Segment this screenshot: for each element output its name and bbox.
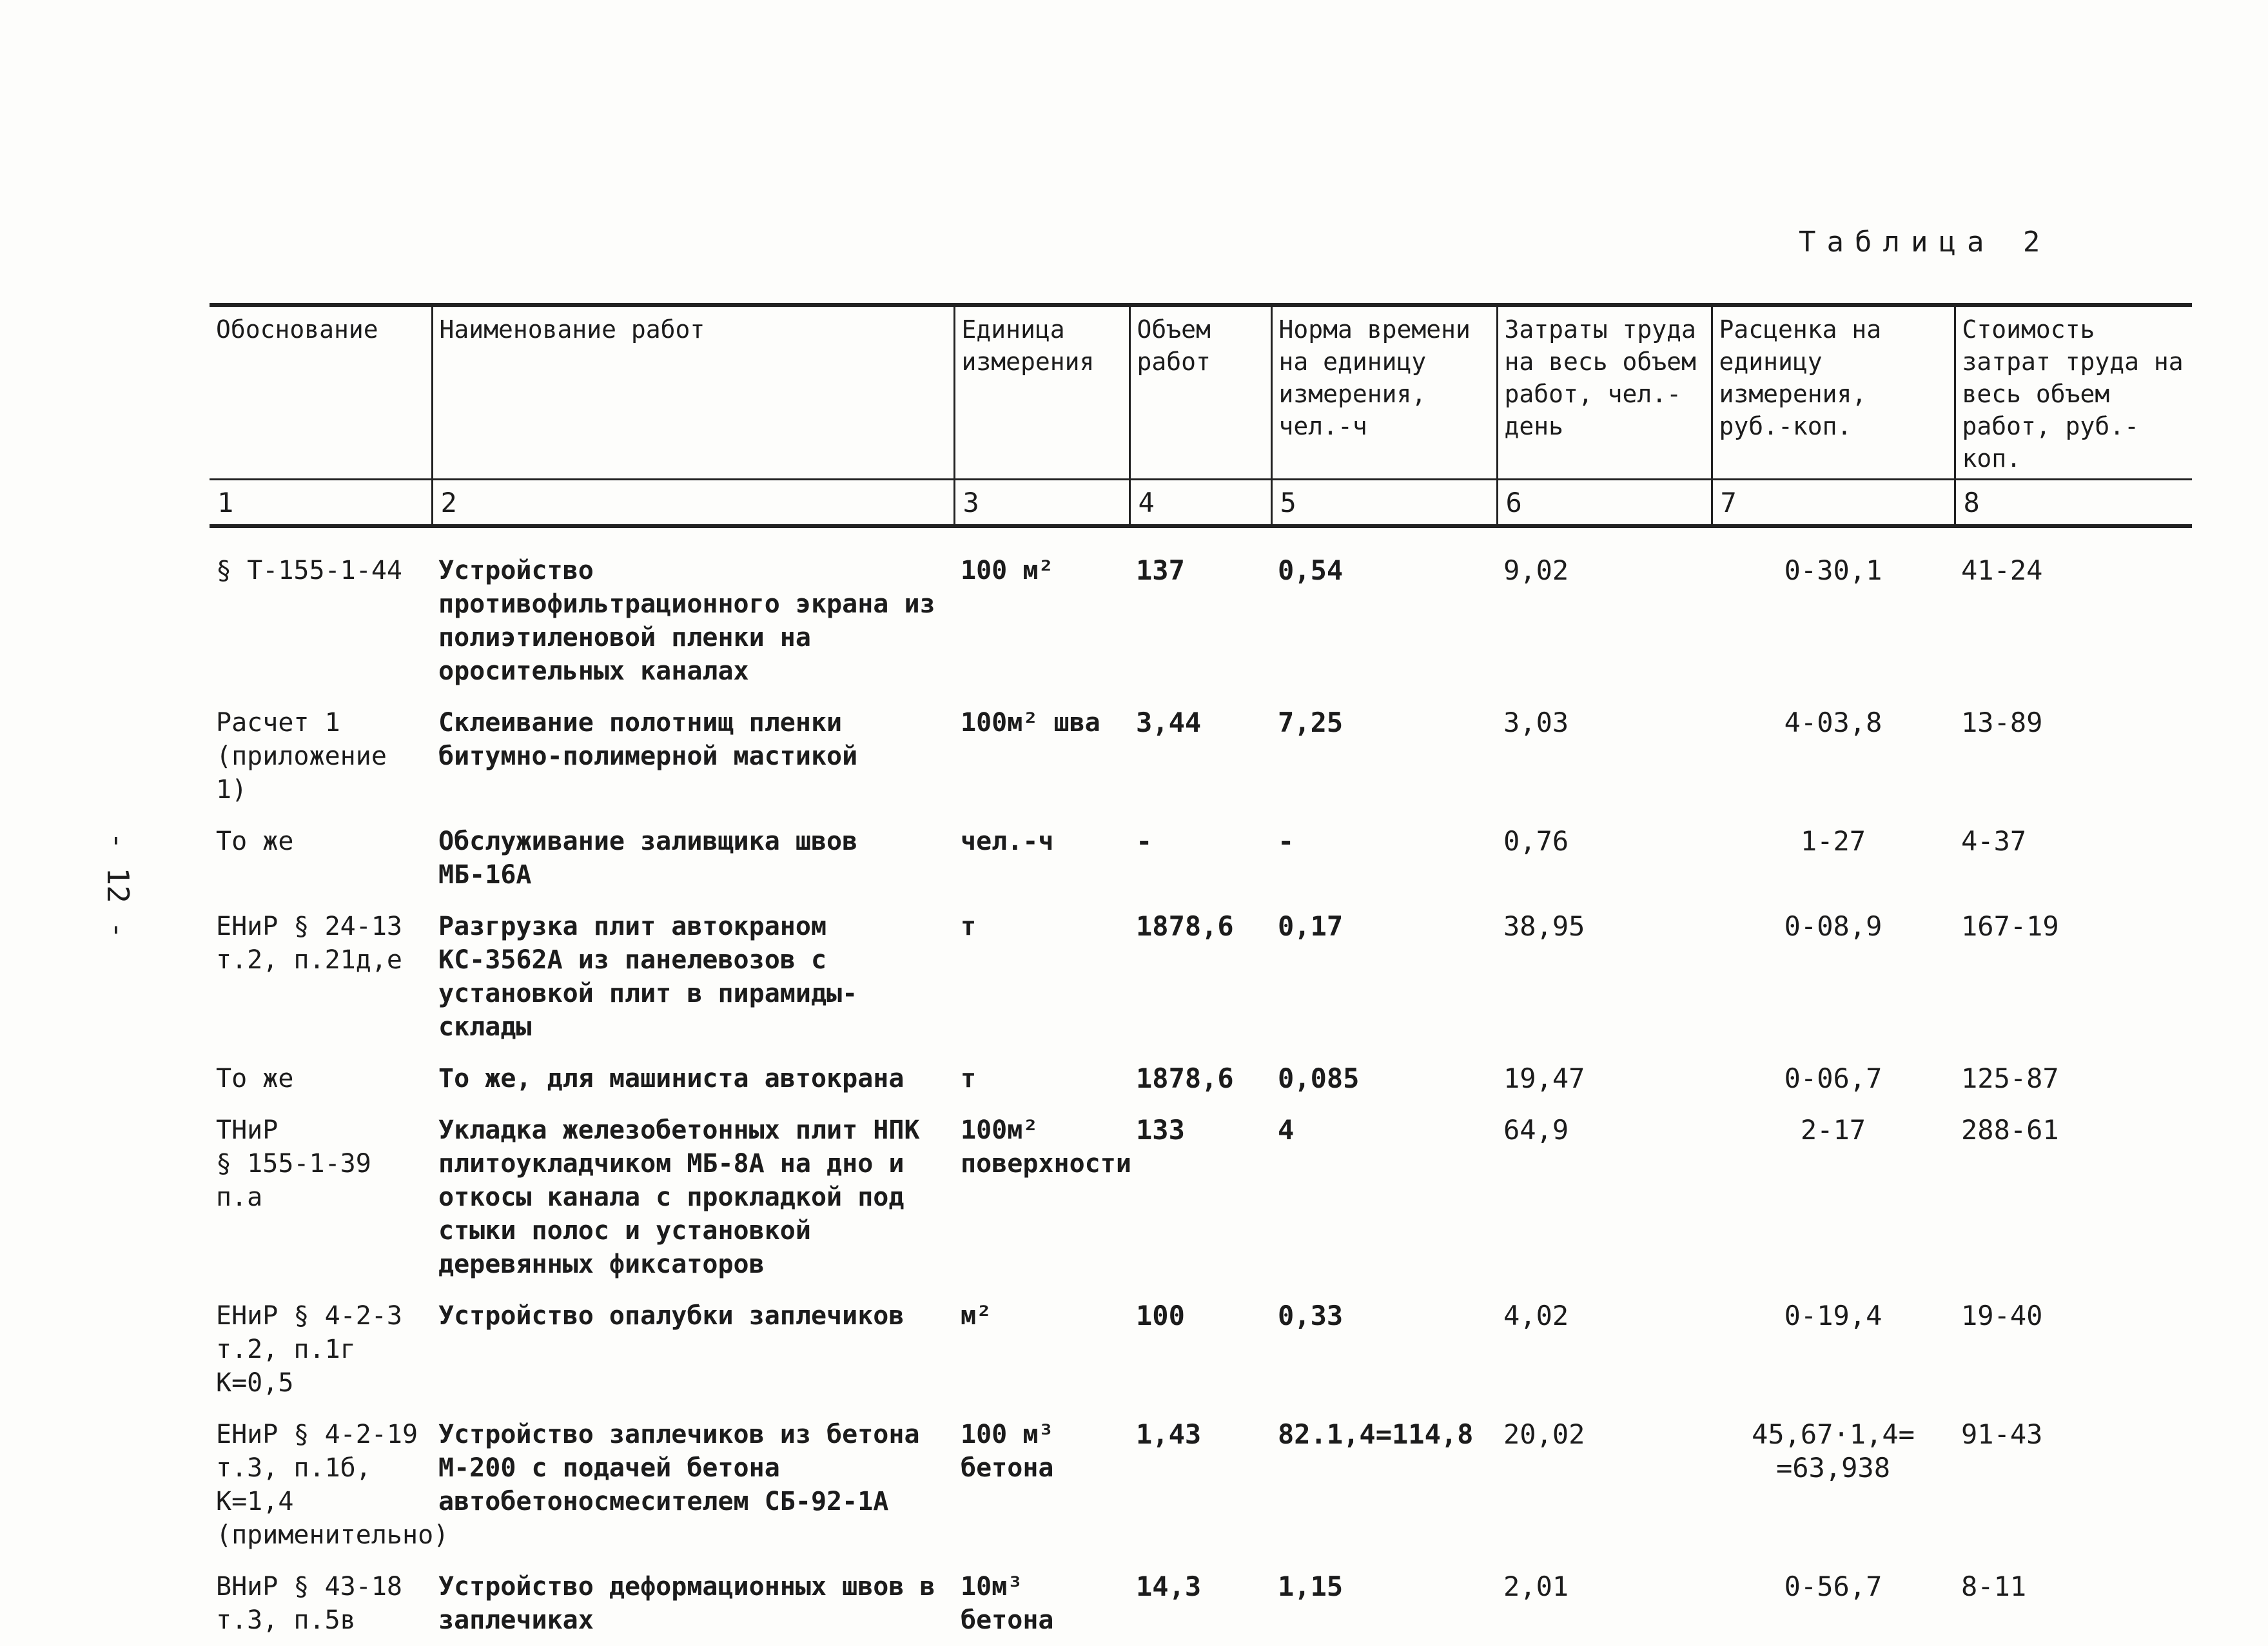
cell-unit: 100м² шва — [961, 708, 1100, 738]
column-number: 6 — [1497, 480, 1712, 527]
cell-work-name: Устройство противофильтрационного экрана из полиэтиленовой пленки на оросительных каналах — [438, 556, 935, 686]
header-unit-price: Расценка на единицу измерения, руб.-коп. — [1712, 305, 1955, 480]
cell-labor-cost: 2,01 — [1503, 1571, 1569, 1602]
column-number: 7 — [1712, 480, 1955, 527]
table-header-row — [210, 305, 2192, 480]
cell-volume: 100 — [1136, 1300, 1185, 1331]
column-number: 1 — [210, 480, 432, 527]
cell-work-name: Обслуживание заливщика швов МБ-16А — [438, 827, 858, 890]
cell-basis: Расчет 1 (приложение 1) — [216, 708, 387, 805]
cell-labor-cost: 38,95 — [1503, 910, 1585, 942]
cell-volume: 14,3 — [1136, 1571, 1202, 1602]
cell-total-cost: 125-87 — [1961, 1063, 2059, 1094]
header-labor-cost: Затраты труда на весь объем работ, чел.-день — [1497, 305, 1712, 480]
cell-basis: То же — [216, 1064, 294, 1093]
cell-unit-price: 0-06,7 — [1784, 1063, 1882, 1094]
cell-total-cost: 8-11 — [1961, 1571, 2027, 1602]
cell-time-norm: 0,54 — [1278, 554, 1344, 586]
work-cost-table — [210, 303, 2192, 1646]
cell-work-name: Устройство опалубки заплечиков — [438, 1301, 904, 1331]
cell-time-norm: 7,25 — [1278, 707, 1344, 738]
cell-volume: 137 — [1136, 554, 1185, 586]
cell-work-name: Укладка железобетонных плит НПК плитоукладчиком МБ-8А на дно и откосы канала с прокладкой под стыки полос и установкой деревянных фиксаторов — [438, 1115, 920, 1279]
cell-unit-price: 2-17 — [1800, 1114, 1866, 1146]
cell-total-cost: 41-24 — [1961, 554, 2043, 586]
table-row — [210, 1053, 2192, 1104]
cell-volume: 1878,6 — [1136, 910, 1234, 942]
cell-unit-price: 0-19,4 — [1784, 1300, 1882, 1331]
table-row — [210, 901, 2192, 1053]
cell-work-name: Склеивание полотнищ пленки битумно-полимерной мастикой — [438, 708, 858, 771]
cell-unit-price: 0-08,9 — [1784, 910, 1882, 942]
cell-total-cost: 19-40 — [1961, 1300, 2043, 1331]
cell-time-norm: 82.1,4=114,8 — [1278, 1418, 1474, 1450]
cell-total-cost: 91-43 — [1961, 1418, 2043, 1450]
cell-labor-cost: 0,76 — [1503, 825, 1569, 857]
cell-unit: 100 м³ бетона — [961, 1420, 1054, 1483]
cell-work-name: Разгрузка плит автокраном КС-3562А из панелевозов с установкой плит в пирамиды-склады — [438, 912, 858, 1042]
cell-work-name: То же, для машиниста автокрана — [438, 1064, 904, 1093]
cell-time-norm: - — [1278, 825, 1295, 857]
cell-volume: 1878,6 — [1136, 1063, 1234, 1094]
cell-volume: 133 — [1136, 1114, 1185, 1146]
column-number-row — [210, 480, 2192, 527]
page-number: - 12 - — [101, 832, 135, 939]
cell-volume: 3,44 — [1136, 707, 1202, 738]
table-row — [210, 816, 2192, 901]
header-total-cost: Стоимость затрат труда на весь объем работ, руб.-коп. — [1955, 305, 2192, 480]
column-number: 2 — [432, 480, 954, 527]
header-basis: Обоснование — [210, 305, 432, 480]
table-row — [210, 526, 2192, 697]
header-unit: Единица измерения — [954, 305, 1129, 480]
cell-unit: 10м³ бетона — [961, 1572, 1054, 1635]
cell-total-cost: 167-19 — [1961, 910, 2059, 942]
cell-basis: ЕНиР § 4-2-19 т.3, п.1б, К=1,4 (применительно) — [216, 1420, 449, 1550]
cell-unit-price: 1-27 — [1800, 825, 1866, 857]
cell-unit-price: 4-03,8 — [1784, 707, 1882, 738]
cell-unit-price: 0-30,1 — [1784, 554, 1882, 586]
cell-total-cost: 4-37 — [1961, 825, 2027, 857]
cell-labor-cost: 4,02 — [1503, 1300, 1569, 1331]
cell-time-norm: 0,17 — [1278, 910, 1344, 942]
cell-time-norm: 0,33 — [1278, 1300, 1344, 1331]
column-number: 3 — [954, 480, 1129, 527]
cell-basis: ТНиР § 155-1-39 п.а — [216, 1115, 371, 1212]
cell-labor-cost: 3,03 — [1503, 707, 1569, 738]
header-volume: Объем работ — [1129, 305, 1271, 480]
cell-volume: - — [1136, 825, 1153, 857]
cell-work-name: Устройство деформационных швов в заплечиках — [438, 1572, 935, 1635]
cell-total-cost: 288-61 — [1961, 1114, 2059, 1146]
cell-unit: 100 м² — [961, 556, 1054, 585]
cell-unit: т — [961, 1064, 977, 1093]
cell-basis: ЕНиР § 24-13 т.2, п.21д,е — [216, 912, 402, 975]
cell-unit: т — [961, 912, 977, 941]
cell-unit: м² — [961, 1301, 992, 1331]
cell-unit-price: 0-56,7 — [1784, 1571, 1882, 1602]
table-title: Таблица 2 — [1799, 226, 2051, 259]
table-row — [210, 697, 2192, 816]
cell-labor-cost: 20,02 — [1503, 1418, 1585, 1450]
table-row — [210, 1409, 2192, 1561]
cell-time-norm: 1,15 — [1278, 1571, 1344, 1602]
table-row — [210, 1561, 2192, 1646]
cell-work-name: Устройство заплечиков из бетона М-200 с подачей бетона автобетоносмесителем СБ-92-1А — [438, 1420, 920, 1516]
table-row — [210, 1290, 2192, 1409]
header-time-norm: Норма времени на единицу измерения, чел.-ч — [1271, 305, 1497, 480]
cell-time-norm: 0,085 — [1278, 1063, 1360, 1094]
column-number: 8 — [1955, 480, 2192, 527]
cell-basis: § Т-155-1-44 — [216, 556, 402, 585]
column-number: 4 — [1129, 480, 1271, 527]
cell-basis: ЕНиР § 4-2-3 т.2, п.1г К=0,5 — [216, 1301, 402, 1398]
table-row — [210, 1104, 2192, 1290]
cell-labor-cost: 19,47 — [1503, 1063, 1585, 1094]
cell-unit-price: 45,67·1,4= =63,938 — [1752, 1418, 1915, 1484]
cell-volume: 1,43 — [1136, 1418, 1202, 1450]
cell-basis: ВНиР § 43-18 т.3, п.5в — [216, 1572, 402, 1635]
cell-time-norm: 4 — [1278, 1114, 1295, 1146]
column-number: 5 — [1271, 480, 1497, 527]
cell-labor-cost: 64,9 — [1503, 1114, 1569, 1146]
header-work-name: Наименование работ — [432, 305, 954, 480]
cell-labor-cost: 9,02 — [1503, 554, 1569, 586]
cell-total-cost: 13-89 — [1961, 707, 2043, 738]
cell-unit: чел.-ч — [961, 827, 1054, 856]
cell-basis: То же — [216, 827, 294, 856]
cell-unit: 100м² поверхности — [961, 1115, 1131, 1179]
